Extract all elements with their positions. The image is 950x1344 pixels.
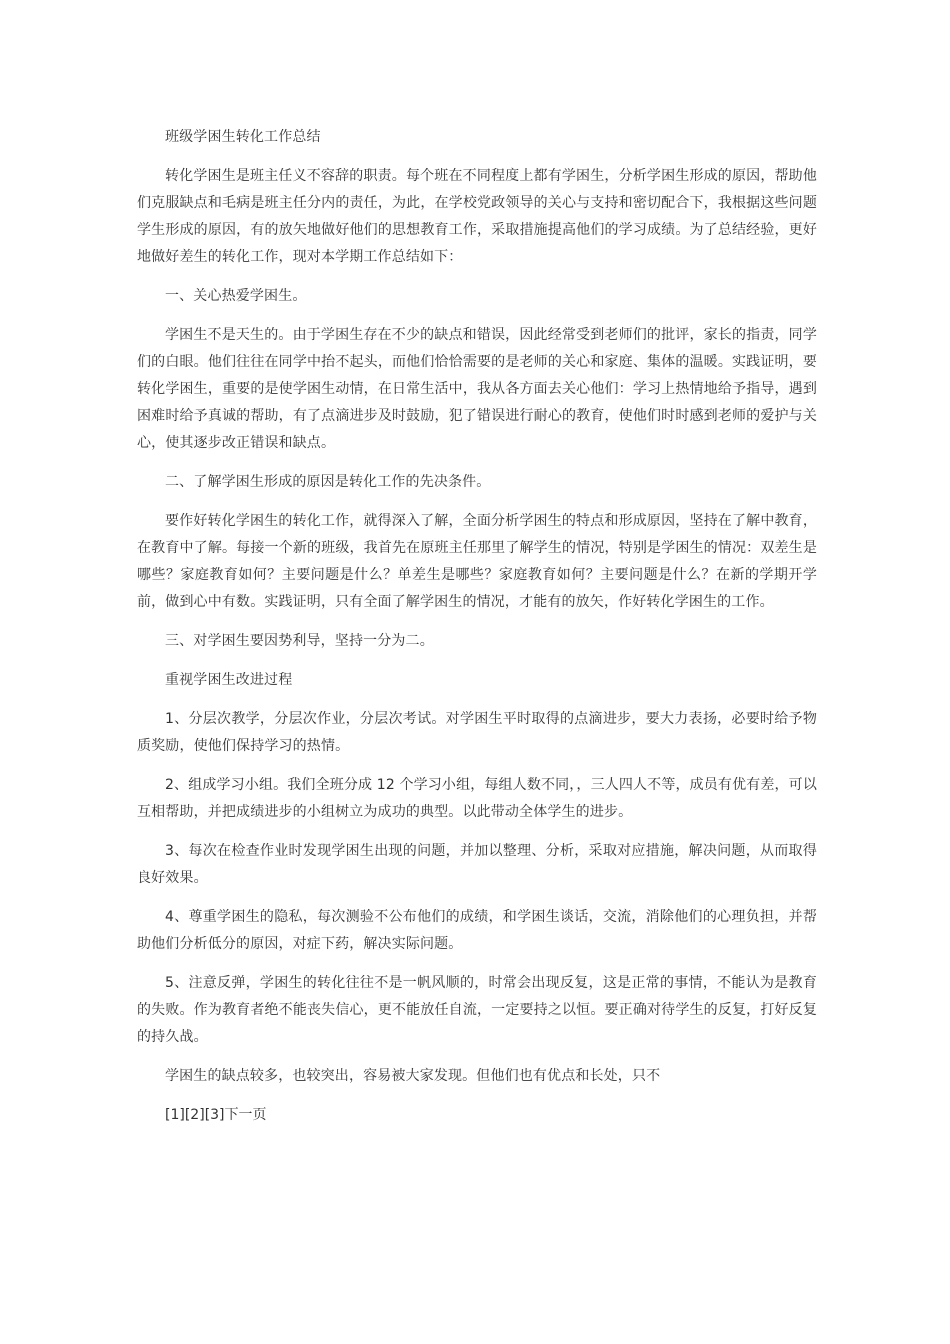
document-body bbox=[137, 124, 817, 1129]
section-2-paragraph: 要作好转化学困生的转化工作，就得深入了解，全面分析学困生的特点和形成原因，坚持在了解中教育，在教育中了解。每接一个新的班级，我首先在原班主任那里了解学生的情况，特别是学困生的情况：双差生是哪些？家庭教育如何？主要问题是什么？单差生是哪些？家庭教育如何？主要问题是什么？在新的学期开学前，做到心中有数。实践证明，只有全面了解学困生的情况，才能有的放矢，作好转化学困生的工作。 bbox=[137, 513, 817, 610]
list-item-3: 3、每次在检查作业时发现学困生出现的问题，并加以整理、分析，采取对应措施，解决问题，从而取得良好效果。 bbox=[137, 843, 817, 886]
page-link-2[interactable]: [2] bbox=[184, 1107, 205, 1123]
section-3-heading: 三、对学困生要因势利导，坚持一分为二。 bbox=[165, 633, 434, 649]
page-link-1[interactable]: [1] bbox=[165, 1107, 185, 1123]
section-1-paragraph: 学困生不是天生的。由于学困生存在不少的缺点和错误，因此经常受到老师们的批评，家长的指责，同学们的白眼。他们往往在同学中抬不起头，而他们恰恰需要的是老师的关心和家庭、集体的温暖。实践证明，要转化学困生，重要的是使学困生动情，在日常生活中，我从各方面去关心他们：学习上热情地给予指导，遇到困难时给予真诚的帮助，有了点滴进步及时鼓励，犯了错误进行耐心的教育，使他们时时感到老师的爱护与关心，使其逐步改正错误和缺点。 bbox=[137, 327, 817, 451]
intro-paragraph: 转化学困生是班主任义不容辞的职责。每个班在不同程度上都有学困生，分析学困生形成的原因，帮助他们克服缺点和毛病是班主任分内的责任，为此，在学校党政领导的关心与支持和密切配合下，我根据这些问题学生形成的原因，有的放矢地做好他们的思想教育工作，采取措施提高他们的学习成绩。为了总结经验，更好地做好差生的转化工作，现对本学期工作总结如下： bbox=[137, 168, 817, 265]
list-item-1: 1、分层次教学，分层次作业，分层次考试。对学困生平时取得的点滴进步，要大力表扬，必要时给予物质奖励，使他们保持学习的热情。 bbox=[137, 711, 817, 754]
section-1-heading: 一、关心热爱学困生。 bbox=[165, 288, 307, 304]
section-3-subheading: 重视学困生改进过程 bbox=[165, 672, 293, 688]
pagination bbox=[137, 1102, 817, 1129]
list-item-2: 2、组成学习小组。我们全班分成 12 个学习小组，每组人数不同，，三人四人不等，成员有优有差，可以互相帮助，并把成绩进步的小组树立为成功的典型。以此带动全体学生的进步。 bbox=[137, 777, 817, 820]
section-2-heading: 二、了解学困生形成的原因是转化工作的先决条件。 bbox=[165, 474, 491, 490]
list-item-4: 4、尊重学困生的隐私，每次测验不公布他们的成绩，和学困生谈话，交流，消除他们的心理负担，并帮助他们分析低分的原因，对症下药，解决实际问题。 bbox=[137, 909, 817, 952]
closing-paragraph: 学困生的缺点较多，也较突出，容易被大家发现。但他们也有优点和长处，只不 bbox=[165, 1068, 661, 1084]
next-page-link[interactable]: 下一页 bbox=[224, 1107, 267, 1123]
page-link-3[interactable]: [3] bbox=[204, 1107, 225, 1123]
list-item-5: 5、注意反弹，学困生的转化往往不是一帆风顺的，时常会出现反复，这是正常的事情，不能认为是教育的失败。作为教育者绝不能丧失信心，更不能放任自流，一定要持之以恒。要正确对待学生的反复，打好反复的持久战。 bbox=[137, 975, 817, 1045]
document-title: 班级学困生转化工作总结 bbox=[165, 129, 321, 145]
